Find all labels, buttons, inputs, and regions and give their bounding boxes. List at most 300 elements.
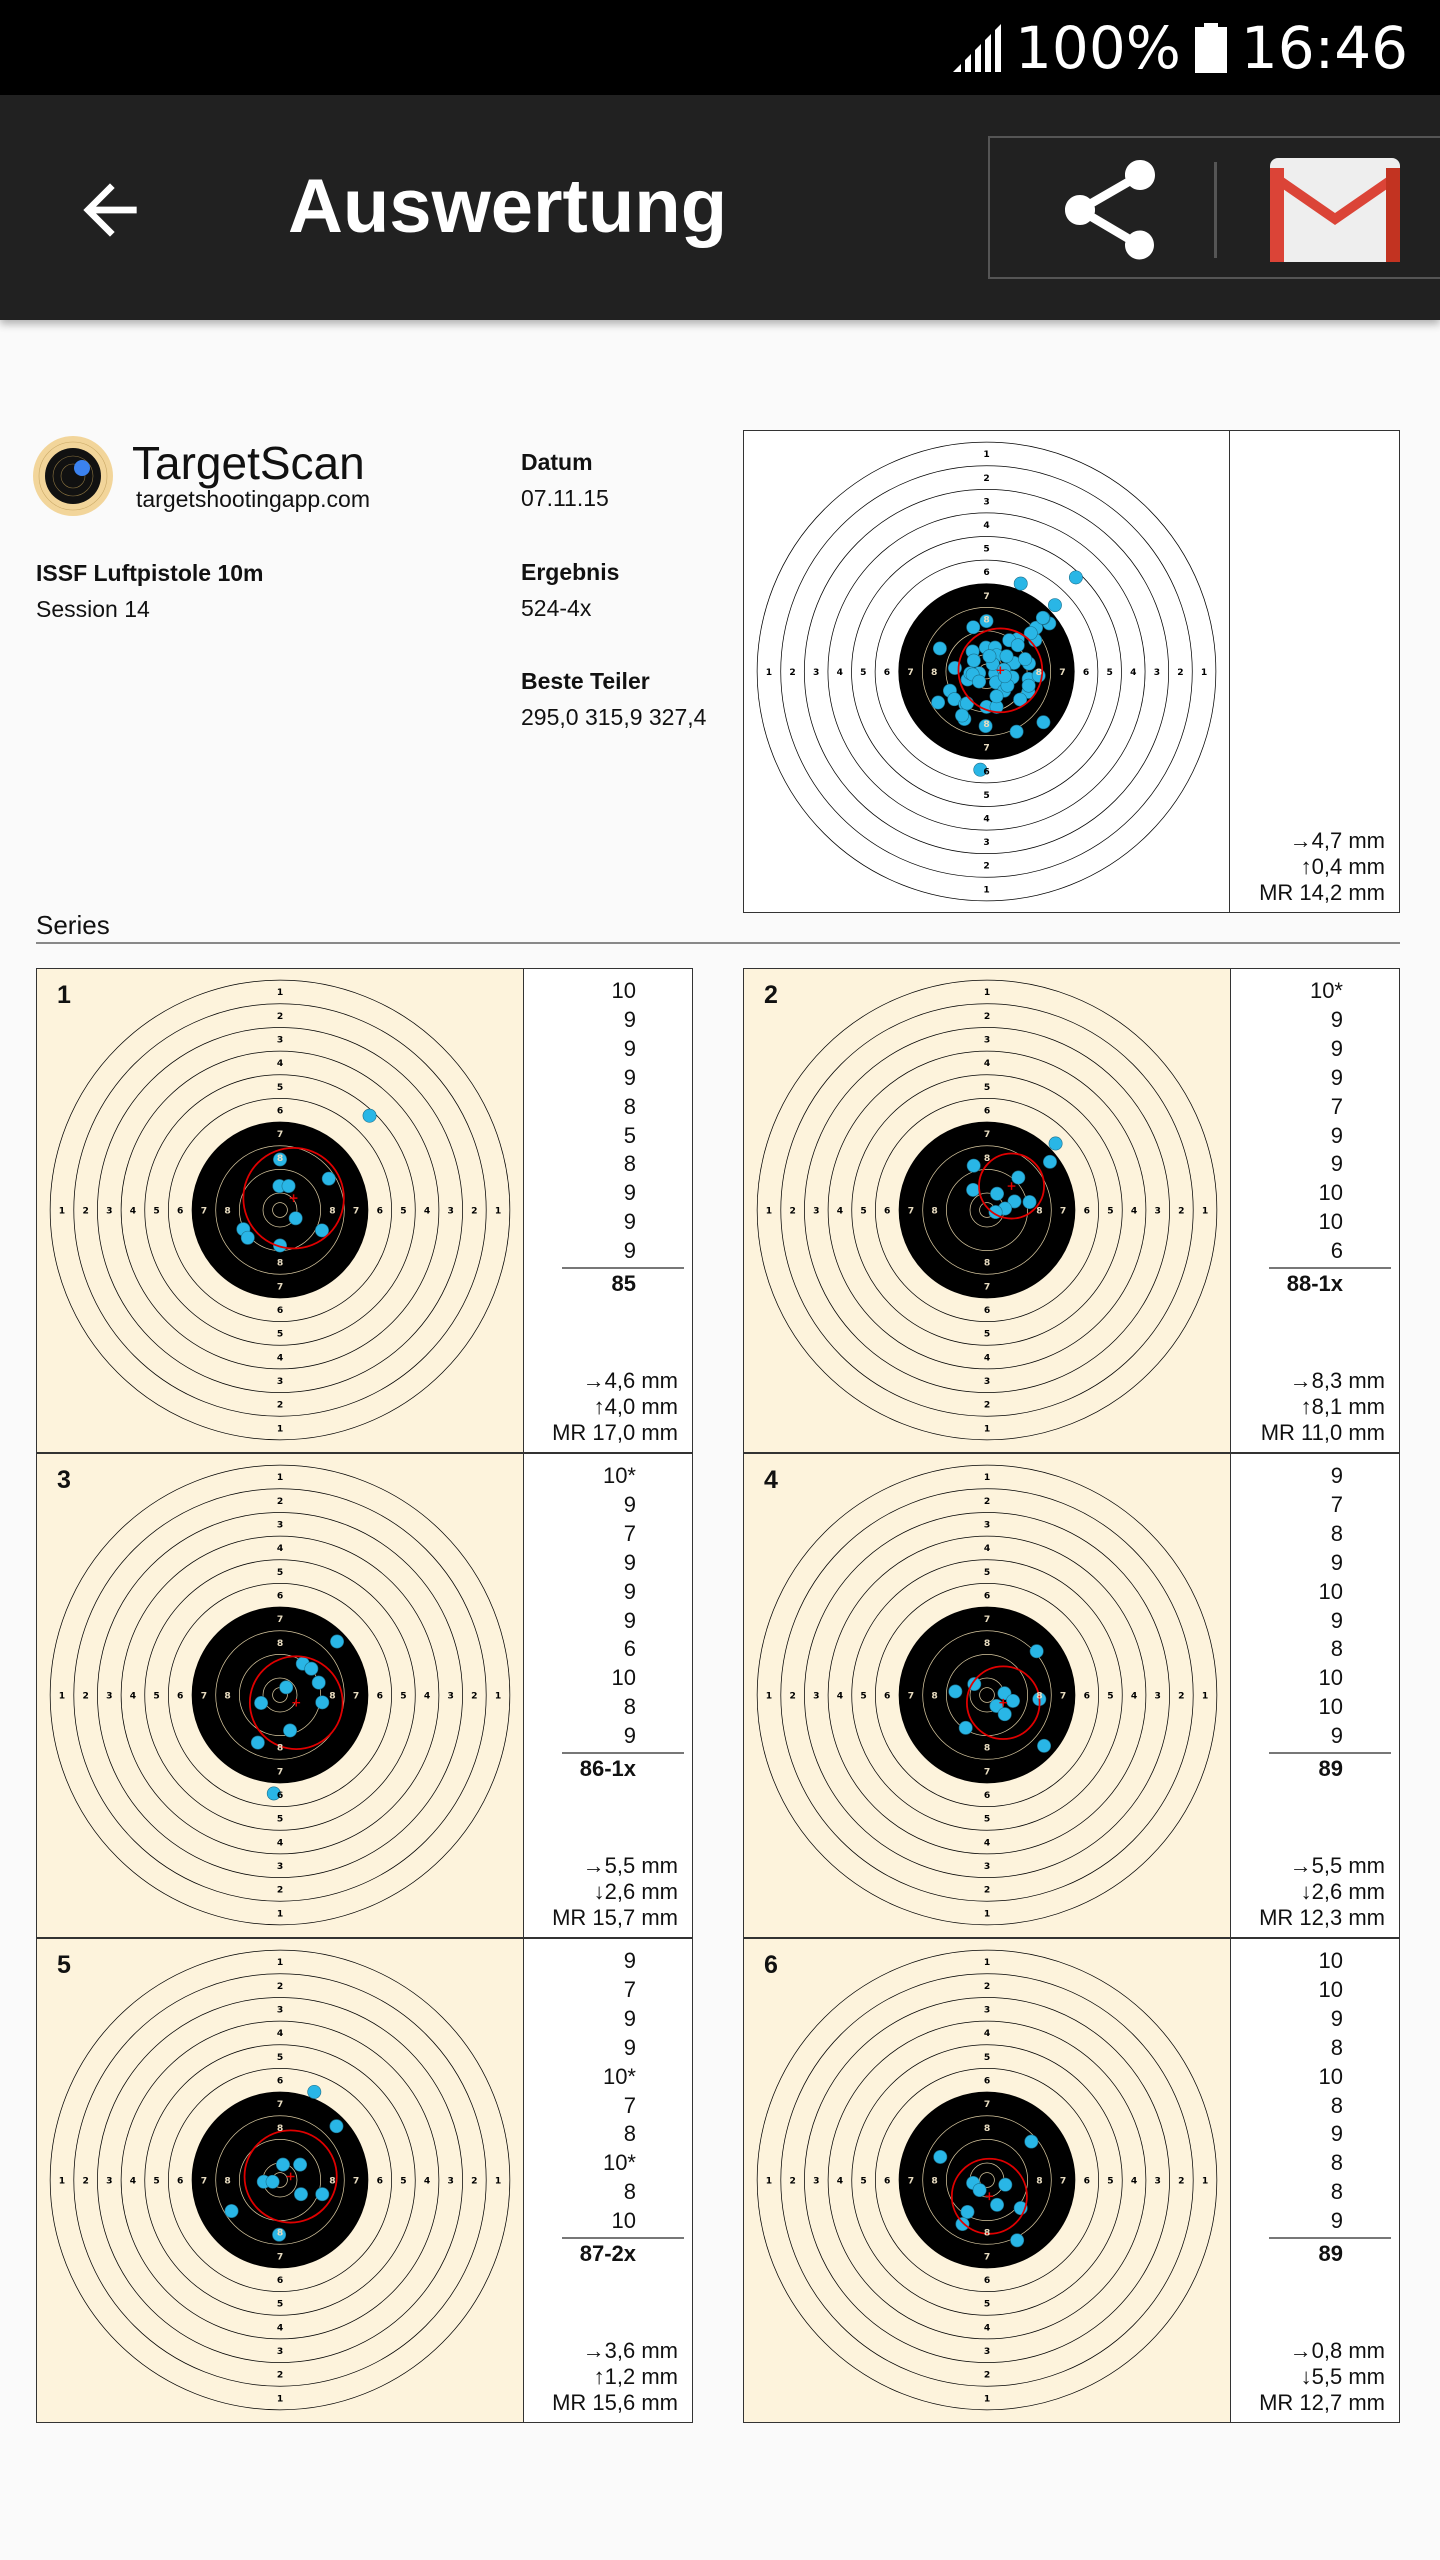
shot-score: 9 xyxy=(1330,1607,1343,1633)
result-value: 524-4x xyxy=(521,595,592,621)
series-target xyxy=(37,969,523,1451)
ring-label: 8 xyxy=(276,2227,284,2239)
ring-label: 3 xyxy=(813,1690,820,1702)
ring-label: 1 xyxy=(1200,667,1208,678)
ring-label: 4 xyxy=(983,1352,991,1364)
shot-hole xyxy=(934,2150,947,2163)
status-bar xyxy=(0,0,1440,95)
divider xyxy=(1214,162,1217,258)
mean-radius: MR 17,0 mm xyxy=(552,1420,678,1445)
ring-label: 8 xyxy=(983,720,990,731)
shot-hole xyxy=(990,1187,1003,1200)
ring-label: 4 xyxy=(983,520,990,531)
ring-label: 4 xyxy=(1130,1690,1138,1702)
shot-score: 8 xyxy=(623,2121,636,2147)
shot-score: 9 xyxy=(623,2005,636,2031)
app-bar xyxy=(0,95,1440,320)
ring-label: 2 xyxy=(789,1205,796,1217)
series-card-6 xyxy=(743,1938,1400,2423)
ring-label: 2 xyxy=(789,667,796,678)
ring-label: 8 xyxy=(329,1690,336,1702)
shot-hole xyxy=(931,696,944,709)
shot-score: 9 xyxy=(623,1607,636,1633)
shot-hole xyxy=(293,2158,306,2171)
series-number: 2 xyxy=(764,981,778,1009)
ring-label: 8 xyxy=(224,2175,231,2187)
shot-score: 8 xyxy=(1330,1636,1343,1662)
ring-label: 1 xyxy=(983,2393,991,2405)
shot-hole xyxy=(933,642,946,655)
shot-score: 10 xyxy=(1318,1578,1343,1604)
ring-label: 4 xyxy=(836,1690,844,1702)
ring-label: 1 xyxy=(765,1205,773,1217)
series-target-area xyxy=(744,969,1230,1452)
ring-label: 4 xyxy=(983,2028,991,2040)
ring-label: 1 xyxy=(983,1423,991,1435)
ring-label: 8 xyxy=(224,1690,231,1702)
ring-label: 5 xyxy=(400,1205,407,1217)
shot-hole xyxy=(1014,577,1027,590)
series-target xyxy=(37,1939,523,2421)
ring-label: 4 xyxy=(983,2322,991,2334)
ring-label: 3 xyxy=(983,1375,991,1387)
shot-score: 10 xyxy=(1318,1976,1343,2002)
shot-score: 7 xyxy=(1330,1093,1343,1119)
shot-hole xyxy=(330,2120,343,2133)
ring-label: 8 xyxy=(931,2175,938,2187)
ring-label: 2 xyxy=(276,1399,284,1411)
ring-label: 5 xyxy=(860,2175,867,2187)
shot-score: 9 xyxy=(1330,1035,1343,1061)
offset-x: →5,5 mm xyxy=(1289,1853,1385,1878)
shot-hole xyxy=(1036,611,1049,624)
shot-score: 7 xyxy=(623,1976,636,2002)
series-number: 1 xyxy=(57,981,71,1009)
ring-label: 6 xyxy=(177,1205,184,1217)
shot-hole xyxy=(956,2217,969,2230)
share-icon[interactable] xyxy=(1050,150,1170,270)
ring-label: 4 xyxy=(276,2322,284,2334)
shot-score: 9 xyxy=(623,1948,636,1973)
ring-label: 8 xyxy=(276,1257,284,1269)
series-score-column xyxy=(1230,1454,1399,1937)
ring-label: 5 xyxy=(983,1081,991,1093)
ring-label: 7 xyxy=(1059,1205,1067,1217)
ring-label: 4 xyxy=(1130,1205,1138,1217)
series-score-column xyxy=(1230,969,1399,1452)
best-label: Beste Teiler xyxy=(521,668,650,694)
shot-hole xyxy=(967,654,980,667)
ring-label: 6 xyxy=(276,2075,284,2087)
ring-label: 7 xyxy=(983,1614,991,1626)
ring-label: 8 xyxy=(329,2175,336,2187)
shot-score: 8 xyxy=(1330,2034,1343,2060)
ring-label: 1 xyxy=(276,1908,284,1920)
shot-score: 9 xyxy=(1330,1122,1343,1148)
ring-label: 3 xyxy=(447,1690,454,1702)
ring-label: 2 xyxy=(471,2175,478,2187)
overview-target-card xyxy=(743,430,1400,913)
shot-hole xyxy=(961,2205,974,2218)
ring-label: 7 xyxy=(352,2175,360,2187)
ring-label: 1 xyxy=(1201,2175,1209,2187)
shot-hole xyxy=(308,2085,321,2098)
ring-label: 7 xyxy=(200,1205,208,1217)
clock: 16:46 xyxy=(1240,14,1408,82)
series-card-1 xyxy=(36,968,693,1453)
shot-hole xyxy=(967,1159,980,1172)
ring-label: 5 xyxy=(983,1813,991,1825)
shot-hole xyxy=(312,1676,325,1689)
score-list xyxy=(1310,977,1343,1266)
ring-label: 2 xyxy=(983,473,990,484)
total-divider xyxy=(1269,1752,1391,1754)
ring-label: 8 xyxy=(983,2122,991,2134)
ring-label: 6 xyxy=(1083,1205,1090,1217)
shot-score: 9 xyxy=(623,1491,636,1517)
ring-label: 6 xyxy=(276,1590,284,1602)
series-target-area xyxy=(744,1454,1230,1937)
series-total: 88-1x xyxy=(1286,1271,1343,1296)
ring-label: 3 xyxy=(813,2175,820,2187)
ring-label: 5 xyxy=(860,1690,867,1702)
ring-label: 5 xyxy=(400,1690,407,1702)
ring-label: 7 xyxy=(352,1690,360,1702)
ring-label: 4 xyxy=(836,1205,844,1217)
shot-score: 10* xyxy=(1309,978,1343,1003)
series-target-area xyxy=(37,1939,523,2422)
shot-score: 7 xyxy=(623,1520,636,1546)
shot-score: 6 xyxy=(1330,1238,1343,1264)
shot-hole xyxy=(966,1183,979,1196)
ring-label: 3 xyxy=(276,1034,284,1046)
divider xyxy=(36,942,1400,944)
shot-score: 10 xyxy=(1318,1665,1343,1691)
ring-label: 7 xyxy=(983,1129,991,1141)
ring-label: 3 xyxy=(106,2175,113,2187)
ring-label: 5 xyxy=(153,1690,160,1702)
shot-hole xyxy=(949,1685,962,1698)
date-label: Datum xyxy=(521,449,593,475)
shot-score: 8 xyxy=(1330,2179,1343,2205)
shot-score: 9 xyxy=(1330,2005,1343,2031)
shot-hole xyxy=(1011,639,1024,652)
ring-label: 6 xyxy=(1083,1690,1090,1702)
shot-hole xyxy=(973,2183,986,2196)
ring-label: 7 xyxy=(276,2099,284,2111)
ring-label: 2 xyxy=(82,2175,89,2187)
series-target xyxy=(744,1454,1230,1936)
offset-y: ↓2,6 mm xyxy=(1300,1879,1385,1904)
shot-hole xyxy=(266,2175,279,2188)
ring-label: 8 xyxy=(1036,1205,1043,1217)
ring-label: 5 xyxy=(983,544,990,555)
back-arrow-icon[interactable] xyxy=(70,170,150,250)
shot-score: 9 xyxy=(623,1064,636,1090)
shot-score: 9 xyxy=(623,1180,636,1206)
offset-x: →0,8 mm xyxy=(1289,2338,1385,2363)
shot-hole xyxy=(276,2158,289,2171)
ring-label: 2 xyxy=(983,1399,991,1411)
mean-radius: MR 12,7 mm xyxy=(1259,2390,1385,2415)
shot-hole xyxy=(294,2188,307,2201)
offset-y: ↑1,2 mm xyxy=(593,2364,678,2389)
ring-label: 6 xyxy=(376,1690,383,1702)
offset-x: →4,6 mm xyxy=(582,1368,678,1393)
ring-label: 8 xyxy=(983,2227,991,2239)
ring-label: 5 xyxy=(1106,667,1113,678)
shot-score: 7 xyxy=(1330,1491,1343,1517)
shot-hole xyxy=(967,621,980,634)
offset-x: →5,5 mm xyxy=(582,1853,678,1878)
ring-label: 7 xyxy=(1059,667,1066,678)
ring-label: 5 xyxy=(153,1205,160,1217)
shot-hole xyxy=(1012,1171,1025,1184)
shot-hole xyxy=(316,2188,329,2201)
score-list xyxy=(603,1462,636,1751)
shot-hole xyxy=(1049,1137,1062,1150)
ring-label: 7 xyxy=(983,2099,991,2111)
shot-hole xyxy=(225,2204,238,2217)
ring-label: 6 xyxy=(177,1690,184,1702)
ring-label: 2 xyxy=(789,2175,796,2187)
score-list xyxy=(612,977,636,1266)
ring-label: 6 xyxy=(983,2275,991,2287)
ring-label: 4 xyxy=(1130,2175,1138,2187)
ring-label: 8 xyxy=(276,2122,284,2134)
offset-y: ↑4,0 mm xyxy=(593,1394,678,1419)
series-total: 87-2x xyxy=(579,2241,636,2266)
shot-score: 10 xyxy=(611,978,636,1003)
ring-label: 1 xyxy=(983,885,990,896)
ring-label: 4 xyxy=(836,667,843,678)
ring-label: 1 xyxy=(983,987,991,999)
shot-hole xyxy=(1037,1739,1050,1752)
series-number: 5 xyxy=(57,1951,71,1979)
shot-score: 9 xyxy=(623,1549,636,1575)
ring-label: 5 xyxy=(276,1566,284,1578)
gmail-icon[interactable] xyxy=(1270,158,1400,262)
ring-label: 6 xyxy=(1082,667,1090,678)
ring-label: 2 xyxy=(276,1980,284,1992)
series-card-5 xyxy=(36,1938,693,2423)
offset-y: ↓5,5 mm xyxy=(1300,2364,1385,2389)
discipline: ISSF Luftpistole 10m xyxy=(36,560,264,586)
ring-label: 2 xyxy=(1178,2175,1185,2187)
ring-label: 6 xyxy=(983,1790,991,1802)
ring-label: 4 xyxy=(276,1837,284,1849)
shot-score: 10 xyxy=(1318,1694,1343,1720)
shot-hole xyxy=(998,1708,1011,1721)
ring-label: 3 xyxy=(276,1860,284,1872)
shot-score: 8 xyxy=(1330,2150,1343,2176)
ring-label: 6 xyxy=(884,1205,891,1217)
ring-label: 8 xyxy=(224,1205,231,1217)
ring-label: 1 xyxy=(983,1957,991,1969)
shot-hole xyxy=(241,1231,254,1244)
ring-label: 2 xyxy=(471,1690,478,1702)
brand-url: targetshootingapp.com xyxy=(136,486,370,512)
ring-label: 2 xyxy=(276,1495,284,1507)
mean-radius: MR 15,6 mm xyxy=(552,2390,678,2415)
series-target xyxy=(744,1939,1230,2421)
ring-label: 5 xyxy=(1107,1205,1114,1217)
result-label: Ergebnis xyxy=(521,559,620,585)
shot-score: 10* xyxy=(602,1463,636,1488)
ring-label: 7 xyxy=(200,2175,208,2187)
ring-label: 7 xyxy=(200,1690,208,1702)
shot-hole xyxy=(1048,598,1061,611)
shot-hole xyxy=(251,1736,264,1749)
ring-label: 6 xyxy=(276,1105,284,1117)
shot-score: 9 xyxy=(623,1006,636,1032)
ring-label: 7 xyxy=(1059,2175,1067,2187)
ring-label: 3 xyxy=(276,1519,284,1531)
ring-label: 7 xyxy=(276,1129,284,1141)
ring-label: 3 xyxy=(276,2004,284,2016)
ring-label: 6 xyxy=(983,1590,991,1602)
ring-label: 1 xyxy=(1201,1690,1209,1702)
ring-label: 6 xyxy=(884,2175,891,2187)
score-list xyxy=(603,1947,636,2236)
total-divider xyxy=(1269,2237,1391,2239)
ring-label: 3 xyxy=(983,497,990,508)
shot-score: 10 xyxy=(1318,2063,1343,2089)
targetscan-logo xyxy=(32,435,114,517)
shot-hole xyxy=(322,1172,335,1185)
series-total: 85 xyxy=(611,1271,636,1296)
ring-label: 5 xyxy=(983,2051,991,2063)
series-target-area xyxy=(37,1454,523,1937)
ring-label: 7 xyxy=(907,1690,915,1702)
ring-label: 5 xyxy=(276,1813,284,1825)
shot-score: 8 xyxy=(623,2179,636,2205)
series-number: 3 xyxy=(57,1466,71,1494)
shot-score: 9 xyxy=(1330,2121,1343,2147)
shot-hole xyxy=(1019,652,1032,665)
total-divider xyxy=(1269,1267,1391,1269)
ring-label: 3 xyxy=(812,667,820,678)
shot-hole xyxy=(983,650,996,663)
target-black-disc xyxy=(899,1122,1075,1298)
shot-score: 9 xyxy=(623,2034,636,2060)
ring-label: 4 xyxy=(423,2175,431,2187)
offset-y: ↑8,1 mm xyxy=(1300,1394,1385,1419)
ring-label: 1 xyxy=(1201,1205,1209,1217)
total-divider xyxy=(562,2237,684,2239)
ring-label: 7 xyxy=(983,1281,991,1293)
ring-label: 1 xyxy=(765,2175,773,2187)
series-heading: Series xyxy=(36,910,110,940)
ring-label: 7 xyxy=(276,1614,284,1626)
ring-label: 1 xyxy=(58,1690,66,1702)
ring-label: 6 xyxy=(276,2275,284,2287)
ring-label: 8 xyxy=(276,1742,284,1754)
ring-label: 5 xyxy=(276,2298,284,2310)
ring-label: 4 xyxy=(983,1058,991,1070)
shot-hole xyxy=(959,1721,972,1734)
ring-label: 3 xyxy=(276,2345,284,2357)
ring-label: 8 xyxy=(1036,2175,1043,2187)
ring-label: 4 xyxy=(276,2028,284,2040)
offset-x: →4,7 mm xyxy=(1289,828,1385,853)
shot-score: 9 xyxy=(1330,1463,1343,1488)
ring-label: 2 xyxy=(983,2369,991,2381)
total-divider xyxy=(562,1752,684,1754)
series-score-column xyxy=(523,1454,692,1937)
ring-label: 1 xyxy=(494,1690,502,1702)
ring-label: 5 xyxy=(276,2051,284,2063)
shot-score: 9 xyxy=(623,1578,636,1604)
shot-hole xyxy=(1037,716,1050,729)
shot-score: 8 xyxy=(623,1694,636,1720)
total-divider xyxy=(562,1267,684,1269)
ring-label: 6 xyxy=(376,2175,383,2187)
shot-score: 10 xyxy=(611,1665,636,1691)
ring-label: 3 xyxy=(447,1205,454,1217)
ring-label: 5 xyxy=(860,1205,867,1217)
shot-score: 6 xyxy=(623,1636,636,1662)
date-value: 07.11.15 xyxy=(521,485,609,511)
ring-label: 4 xyxy=(983,1837,991,1849)
ring-label: 3 xyxy=(447,2175,454,2187)
shot-score: 8 xyxy=(623,1151,636,1177)
offset-x: →8,3 mm xyxy=(1289,1368,1385,1393)
shot-score: 10 xyxy=(1318,1180,1343,1206)
ring-label: 4 xyxy=(983,1543,991,1555)
shot-hole xyxy=(280,1681,293,1694)
ring-label: 4 xyxy=(836,2175,844,2187)
ring-label: 8 xyxy=(329,1205,336,1217)
ring-label: 7 xyxy=(983,1766,991,1778)
ring-label: 3 xyxy=(983,2345,991,2357)
shot-hole xyxy=(999,2178,1012,2191)
ring-label: 5 xyxy=(153,2175,160,2187)
ring-label: 8 xyxy=(931,1690,938,1702)
target-black-disc xyxy=(899,2092,1075,2268)
ring-label: 1 xyxy=(276,987,284,999)
ring-label: 1 xyxy=(983,450,990,461)
shot-score: 9 xyxy=(623,1238,636,1264)
ring-label: 1 xyxy=(765,1690,773,1702)
battery-percent: 100% xyxy=(1015,14,1181,82)
shot-score: 5 xyxy=(623,1122,636,1148)
ring-label: 4 xyxy=(276,1352,284,1364)
ring-label: 3 xyxy=(983,1034,991,1046)
series-card-2 xyxy=(743,968,1400,1453)
shot-score: 9 xyxy=(623,1035,636,1061)
ring-label: 7 xyxy=(352,1205,360,1217)
ring-label: 7 xyxy=(907,1205,915,1217)
ring-label: 3 xyxy=(106,1205,113,1217)
ring-label: 3 xyxy=(1154,1690,1161,1702)
shot-hole xyxy=(1010,725,1023,738)
mean-radius: MR 11,0 mm xyxy=(1260,1420,1385,1445)
ring-label: 1 xyxy=(983,1472,991,1484)
shot-score: 9 xyxy=(1330,1151,1343,1177)
ring-label: 3 xyxy=(813,1205,820,1217)
brand-name: TargetScan xyxy=(132,437,365,489)
page-title: Auswertung xyxy=(288,164,728,249)
ring-label: 6 xyxy=(983,767,990,778)
shot-hole xyxy=(363,1109,376,1122)
shot-score: 8 xyxy=(1330,2092,1343,2118)
ring-label: 2 xyxy=(983,861,990,872)
ring-label: 7 xyxy=(1059,1690,1067,1702)
overview-stats xyxy=(1229,431,1399,912)
ring-label: 5 xyxy=(276,1081,284,1093)
shot-hole xyxy=(1011,2234,1024,2247)
